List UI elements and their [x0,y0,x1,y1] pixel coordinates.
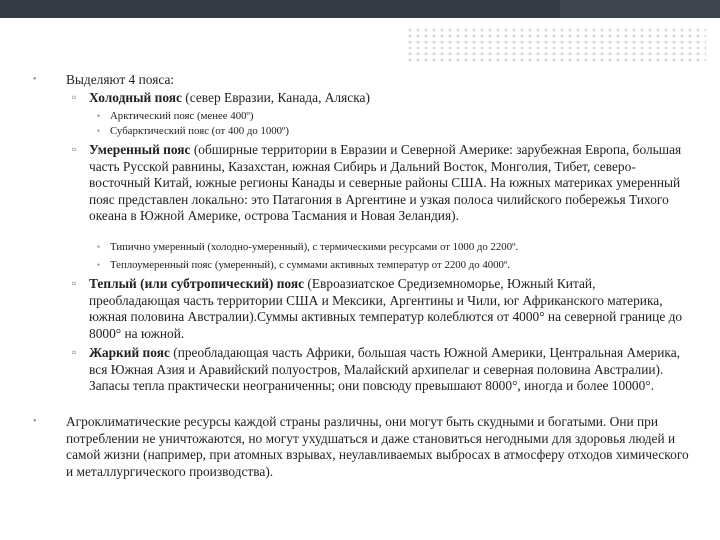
bullet-icon: • [97,242,101,252]
cold-belt-title: Холодный пояс [89,90,182,105]
bullet-icon: • [97,260,101,270]
cold-belt-text: (север Евразии, Канада, Аляска) [181,90,370,105]
hot-belt-title: Жаркий пояс [89,345,170,360]
conclusion-item [33,414,698,480]
hot-belt-text: (преобладающая часть Африки, большая часть Южной Америки, Центральная Америка, вся Южная Азия и Аравийский полуостров, Малайский архипелаг и северная половина Австралии). Запасы тепла практически неограниченны; они повсюду превышают 8000°, иногда и более 10000°. [89,345,680,393]
bullet-icon: • [33,74,37,85]
warm-belt-title: Теплый (или субтропический) пояс [89,276,305,291]
bullet-icon: • [97,126,101,136]
warm-temperate-text: Теплоумеренный пояс (умеренный), с суммами активных температур от 2200 до 4000º. [110,259,510,271]
square-bullet-icon: ▫ [72,345,77,359]
temperate-belt-item [72,142,689,225]
intro-text: Выделяют 4 пояса: [66,72,175,87]
cold-belt-item [72,90,689,107]
bullet-icon: • [33,416,37,427]
warm-belt-text: (Евроазиатское Средиземноморье, Южный Китай, преобладающая часть территории США и Мексики, Аргентины и Чили, юг Африканского материка, южная половина Австралии).Суммы активных температур колеблются от 4000° на северной границе до 8000° на южной. [89,276,683,341]
square-bullet-icon: ▫ [72,90,77,104]
arctic-belt-text: Арктический пояс (менее 400º) [110,110,254,122]
cold-sub-item [97,125,690,139]
intro-item [33,72,698,89]
bullet-icon: • [97,111,101,121]
subarctic-belt-text: Субарктический пояс (от 400 до 1000º) [110,125,289,137]
square-bullet-icon: ▫ [72,142,77,156]
temperate-sub-item [97,241,690,255]
conclusion-text: Агроклиматические ресурсы каждой страны различны, они могут быть скудными и богатыми. Они при потреблении не уничтожаются, но могут ухудшаться и даже становиться негодными для здоровья людей и самой жизни (например, при атомных взрывах, неулавливаемых выбросах в атмосферу отходов химического и металлургического производства). [66,414,689,479]
square-bullet-icon: ▫ [72,276,77,290]
temperate-belt-text: (обширные территории в Евразии и Северной Америке: зарубежная Европа, большая часть Русской равнины, Казахстан, южная Сибирь и Дальний Восток, Монголия, Тибет, северо-восточный Китай, южные регионы Канады и северные районы США. На южных материках умеренный пояс представлен локально: это Патагония в Аргентине и узкая полоса чилийского побережья Тихого океана в Южной Америке, острова Тасмания и Новая Зеландия). [89,142,682,223]
temperate-sub-item [97,259,690,273]
temperate-belt-title: Умеренный пояс [89,142,191,157]
hot-belt-item [72,345,689,395]
cold-sub-item [97,110,690,124]
warm-belt-item [72,276,689,342]
typical-temperate-text: Типично умеренный (холодно-умеренный), с термическими ресурсами от 1000 до 2200º. [110,241,519,253]
